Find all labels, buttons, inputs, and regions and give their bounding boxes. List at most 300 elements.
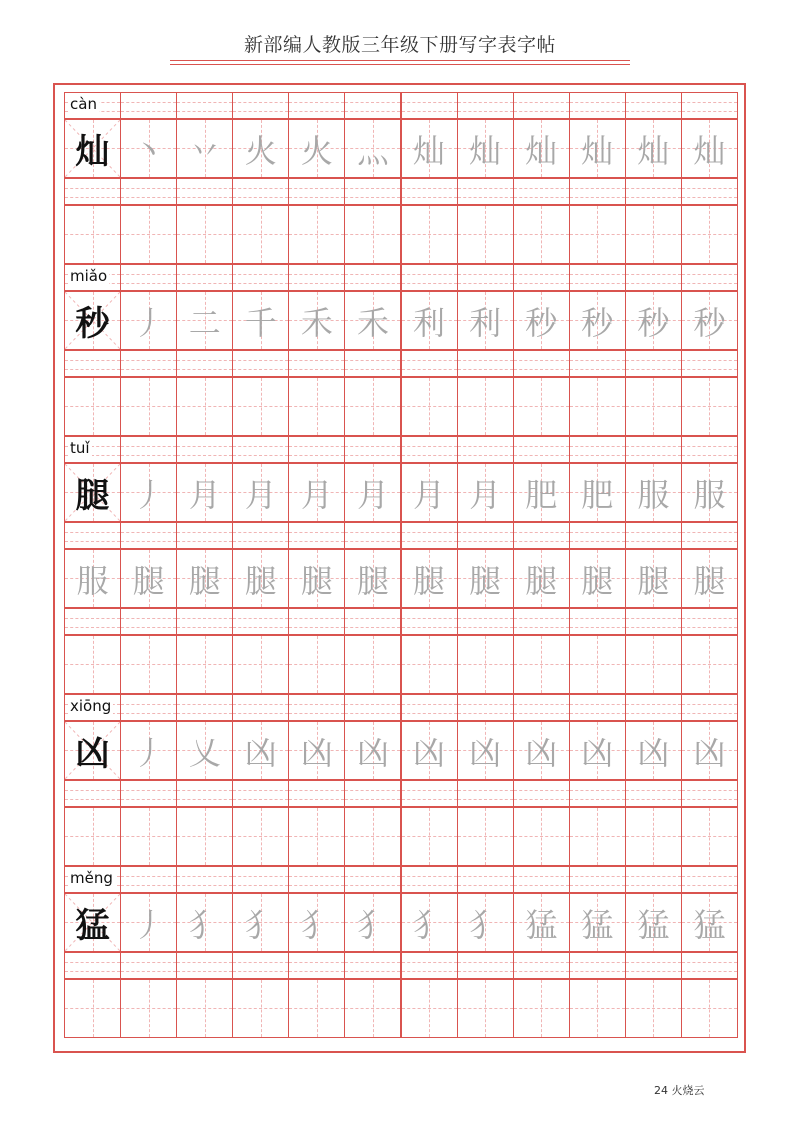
guide-line [514,455,569,456]
spacer-cell [64,608,121,635]
pinyin-cell [457,866,514,893]
guide-line [682,283,737,284]
guide-line [233,532,288,533]
practice-cell [120,205,177,264]
practice-cell [457,119,514,178]
guide-line [345,962,400,963]
spacer-cell [232,178,289,205]
spacer-cell [401,350,458,377]
spacer-cell [288,522,345,549]
spacer-cell [176,522,233,549]
guide-line [233,618,288,619]
guide-line [514,283,569,284]
guide-line [458,111,513,112]
title-rule [170,60,630,61]
guide-line [345,360,400,361]
practice-cell [232,721,289,780]
guide-line [653,378,654,435]
guide-line [514,188,569,189]
guide-line [121,618,176,619]
guide-line [485,808,486,865]
practice-cell [232,119,289,178]
guide-line [626,369,681,370]
guide-line [682,188,737,189]
pinyin-cell [401,866,458,893]
practice-cell [401,635,458,694]
page-title: 新部编人教版三年级下册写字表字帖 [243,34,556,56]
guide-line [345,369,400,370]
page-footer: 24 火烧云 [654,1084,705,1097]
guide-line [177,971,232,972]
guide-line [121,885,176,886]
guide-line [289,627,344,628]
spacer-band [64,522,737,549]
practice-cell [457,549,514,608]
practice-cell [569,893,626,952]
pinyin-cell [120,694,177,721]
guide-line [177,885,232,886]
pinyin-cell [513,436,570,463]
trace-character: 犭 [244,905,277,944]
pinyin-cell [176,92,233,119]
spacer-cell [288,178,345,205]
trace-character: 腿 [356,561,389,600]
spacer-cell [569,952,626,979]
trace-character: 月 [300,475,333,514]
guide-line [570,876,625,877]
pinyin-cell [569,92,626,119]
guide-line [177,532,232,533]
pinyin-cell [513,866,570,893]
guide-line [261,206,262,263]
spacer-cell [513,350,570,377]
guide-line [121,274,176,275]
pinyin-cell [625,694,682,721]
guide-line [429,206,430,263]
guide-line [289,713,344,714]
practice-cell [288,377,345,436]
guide-line [121,790,176,791]
guide-line [682,618,737,619]
guide-line [121,962,176,963]
trace-character: 禾 [356,303,389,342]
spacer-cell [625,350,682,377]
spacer-band [64,350,737,377]
guide-line [682,111,737,112]
model-character: 猛 [75,906,110,946]
guide-line [177,799,232,800]
guide-line [682,876,737,877]
guide-line [514,446,569,447]
trace-character: 猛 [637,905,670,944]
guide-line [345,283,400,284]
guide-line [570,111,625,112]
practice-cell [232,635,289,694]
spacer-cell [625,780,682,807]
guide-line [402,876,457,877]
practice-cell [513,291,570,350]
practice-cell [569,377,626,436]
spacer-cell [401,952,458,979]
spacer-cell [625,608,682,635]
spacer-cell [513,608,570,635]
practice-cell [64,205,121,264]
pinyin-cell [176,264,233,291]
trace-character: 丿 [132,733,165,772]
practice-cell [120,893,177,952]
practice-cell [681,549,738,608]
trace-character: 凶 [693,733,726,772]
trace-character: 腿 [581,561,614,600]
guide-line [458,532,513,533]
title-rule [170,64,630,65]
practice-cell [569,807,626,866]
model-character: 秒 [75,304,110,344]
practice-sheet [53,83,746,1053]
practice-cell [401,893,458,952]
practice-cell [288,119,345,178]
guide-line [570,704,625,705]
practice-cell [401,205,458,264]
practice-cell [176,377,233,436]
guide-line [177,274,232,275]
guide-line [570,455,625,456]
guide-line [233,876,288,877]
guide-line [626,876,681,877]
trace-character: 猛 [693,905,726,944]
guide-line [233,369,288,370]
guide-line [485,378,486,435]
spacer-cell [64,952,121,979]
guide-line [233,885,288,886]
pinyin-band [64,264,737,291]
pinyin-cell [569,694,626,721]
guide-line [121,541,176,542]
guide-line [709,378,710,435]
guide-line [458,876,513,877]
pinyin-cell [232,92,289,119]
spacer-cell [401,780,458,807]
practice-cell [513,119,570,178]
trace-character: 肥 [581,475,614,514]
practice-cell [457,635,514,694]
model-character-cell [64,291,121,350]
spacer-band [64,178,737,205]
guide-line [233,713,288,714]
spacer-cell [344,522,401,549]
writing-row [64,635,737,694]
spacer-band [64,608,737,635]
guide-line [289,188,344,189]
practice-cell [344,549,401,608]
spacer-cell [344,178,401,205]
guide-line [289,876,344,877]
guide-line [177,541,232,542]
guide-line [121,704,176,705]
guide-line [402,197,457,198]
guide-line [626,713,681,714]
trace-character: 犭 [300,905,333,944]
practice-cell [513,979,570,1038]
practice-cell [513,549,570,608]
trace-character: 灿 [469,131,502,170]
pinyin-cell [457,92,514,119]
trace-character: 腿 [637,561,670,600]
guide-line [65,799,120,800]
guide-line [541,378,542,435]
guide-line [65,971,120,972]
spacer-cell [401,522,458,549]
guide-line [233,274,288,275]
spacer-cell [681,178,738,205]
practice-cell [344,979,401,1038]
practice-cell [457,463,514,522]
pinyin-cell [457,264,514,291]
guide-line [177,369,232,370]
practice-cell [288,291,345,350]
guide-line [289,111,344,112]
guide-line [570,799,625,800]
guide-line [570,188,625,189]
guide-line [541,980,542,1037]
trace-character: 凶 [244,733,277,772]
practice-cell [401,377,458,436]
guide-line [65,532,120,533]
guide-line [261,636,262,693]
spacer-cell [625,522,682,549]
guide-line [485,636,486,693]
pinyin-label: tuǐ [70,439,90,457]
spacer-cell [120,608,177,635]
guide-line [402,369,457,370]
pinyin-cell [681,92,738,119]
guide-line [317,808,318,865]
guide-line [233,971,288,972]
guide-line [682,971,737,972]
trace-character: 灿 [525,131,558,170]
trace-character: 秒 [693,303,726,342]
guide-line [289,618,344,619]
practice-cell [681,721,738,780]
practice-cell [120,291,177,350]
practice-cell [120,463,177,522]
guide-line [458,541,513,542]
practice-cell [569,549,626,608]
guide-line [570,885,625,886]
practice-cell [176,721,233,780]
practice-cell [457,721,514,780]
guide-line [514,618,569,619]
pinyin-cell [344,264,401,291]
practice-cell [513,377,570,436]
practice-cell [64,979,121,1038]
spacer-cell [457,350,514,377]
spacer-cell [457,178,514,205]
guide-line [402,111,457,112]
trace-character: 腿 [413,561,446,600]
practice-cell [344,119,401,178]
guide-line [65,541,120,542]
guide-line [709,636,710,693]
guide-line [514,102,569,103]
practice-cell [625,807,682,866]
guide-line [514,799,569,800]
guide-line [626,283,681,284]
trace-character: 秒 [525,303,558,342]
pinyin-band [64,436,737,463]
guide-line [233,102,288,103]
trace-character: 服 [637,475,670,514]
guide-line [177,111,232,112]
practice-cell [176,205,233,264]
pinyin-cell [401,264,458,291]
guide-line [570,197,625,198]
guide-line [93,808,94,865]
practice-cell [288,807,345,866]
trace-character: 猛 [581,905,614,944]
guide-line [570,790,625,791]
practice-cell [176,979,233,1038]
guide-line [458,197,513,198]
spacer-cell [120,178,177,205]
guide-line [626,799,681,800]
guide-line [429,980,430,1037]
pinyin-cell [401,436,458,463]
trace-character: 灿 [693,131,726,170]
practice-cell [513,721,570,780]
guide-line [570,541,625,542]
practice-cell [569,119,626,178]
trace-character: 利 [469,303,502,342]
practice-cell [344,893,401,952]
guide-line [402,962,457,963]
guide-line [402,274,457,275]
writing-row [64,979,737,1038]
practice-cell [513,807,570,866]
practice-cell [681,893,738,952]
trace-character: 腿 [188,561,221,600]
guide-line [682,532,737,533]
practice-cell [120,807,177,866]
guide-line [373,808,374,865]
trace-character: 凶 [300,733,333,772]
model-character-cell [64,463,121,522]
spacer-cell [232,780,289,807]
practice-cell [681,291,738,350]
spacer-cell [513,178,570,205]
spacer-cell [120,780,177,807]
practice-cell [569,721,626,780]
guide-line [653,980,654,1037]
guide-line [597,980,598,1037]
guide-line [514,541,569,542]
practice-cell [176,549,233,608]
guide-line [177,713,232,714]
guide-line [597,636,598,693]
practice-cell [681,807,738,866]
guide-line [177,627,232,628]
guide-line [626,618,681,619]
practice-cell [288,205,345,264]
spacer-cell [681,350,738,377]
spacer-cell [64,350,121,377]
practice-cell [513,893,570,952]
guide-line [233,446,288,447]
pinyin-cell [344,92,401,119]
trace-character: 腿 [469,561,502,600]
pinyin-cell [120,866,177,893]
guide-line [682,102,737,103]
pinyin-label: miǎo [70,267,108,285]
pinyin-cell [176,866,233,893]
spacer-cell [401,178,458,205]
trace-character: 丶 [132,131,165,170]
guide-line [402,971,457,972]
guide-line [233,790,288,791]
guide-line [514,111,569,112]
trace-character: 凶 [581,733,614,772]
guide-line [345,446,400,447]
guide-line [233,197,288,198]
model-character-cell [64,893,121,952]
pinyin-cell [232,436,289,463]
guide-line [289,274,344,275]
guide-line [682,790,737,791]
guide-line [205,378,206,435]
practice-cell [120,377,177,436]
spacer-cell [457,608,514,635]
guide-line [402,446,457,447]
guide-line [233,799,288,800]
guide-line [289,532,344,533]
guide-line [682,962,737,963]
guide-line [233,541,288,542]
practice-cell [176,635,233,694]
practice-cell [625,635,682,694]
pinyin-cell [288,92,345,119]
guide-line [233,627,288,628]
practice-cell [176,463,233,522]
spacer-cell [569,780,626,807]
guide-line [402,713,457,714]
spacer-cell [288,350,345,377]
guide-line [289,283,344,284]
guide-line [205,636,206,693]
pinyin-cell [625,264,682,291]
spacer-cell [64,178,121,205]
practice-cell [344,807,401,866]
writing-row [64,463,737,522]
guide-line [429,636,430,693]
guide-line [682,713,737,714]
spacer-cell [232,952,289,979]
guide-line [93,636,94,693]
guide-line [65,790,120,791]
practice-cell [681,463,738,522]
practice-cell [457,291,514,350]
spacer-cell [232,350,289,377]
guide-line [653,206,654,263]
pinyin-cell [288,436,345,463]
guide-line [177,188,232,189]
guide-line [317,206,318,263]
pinyin-cell [457,436,514,463]
guide-line [65,197,120,198]
guide-line [149,378,150,435]
practice-cell [64,377,121,436]
practice-cell [681,119,738,178]
guide-line [65,618,120,619]
